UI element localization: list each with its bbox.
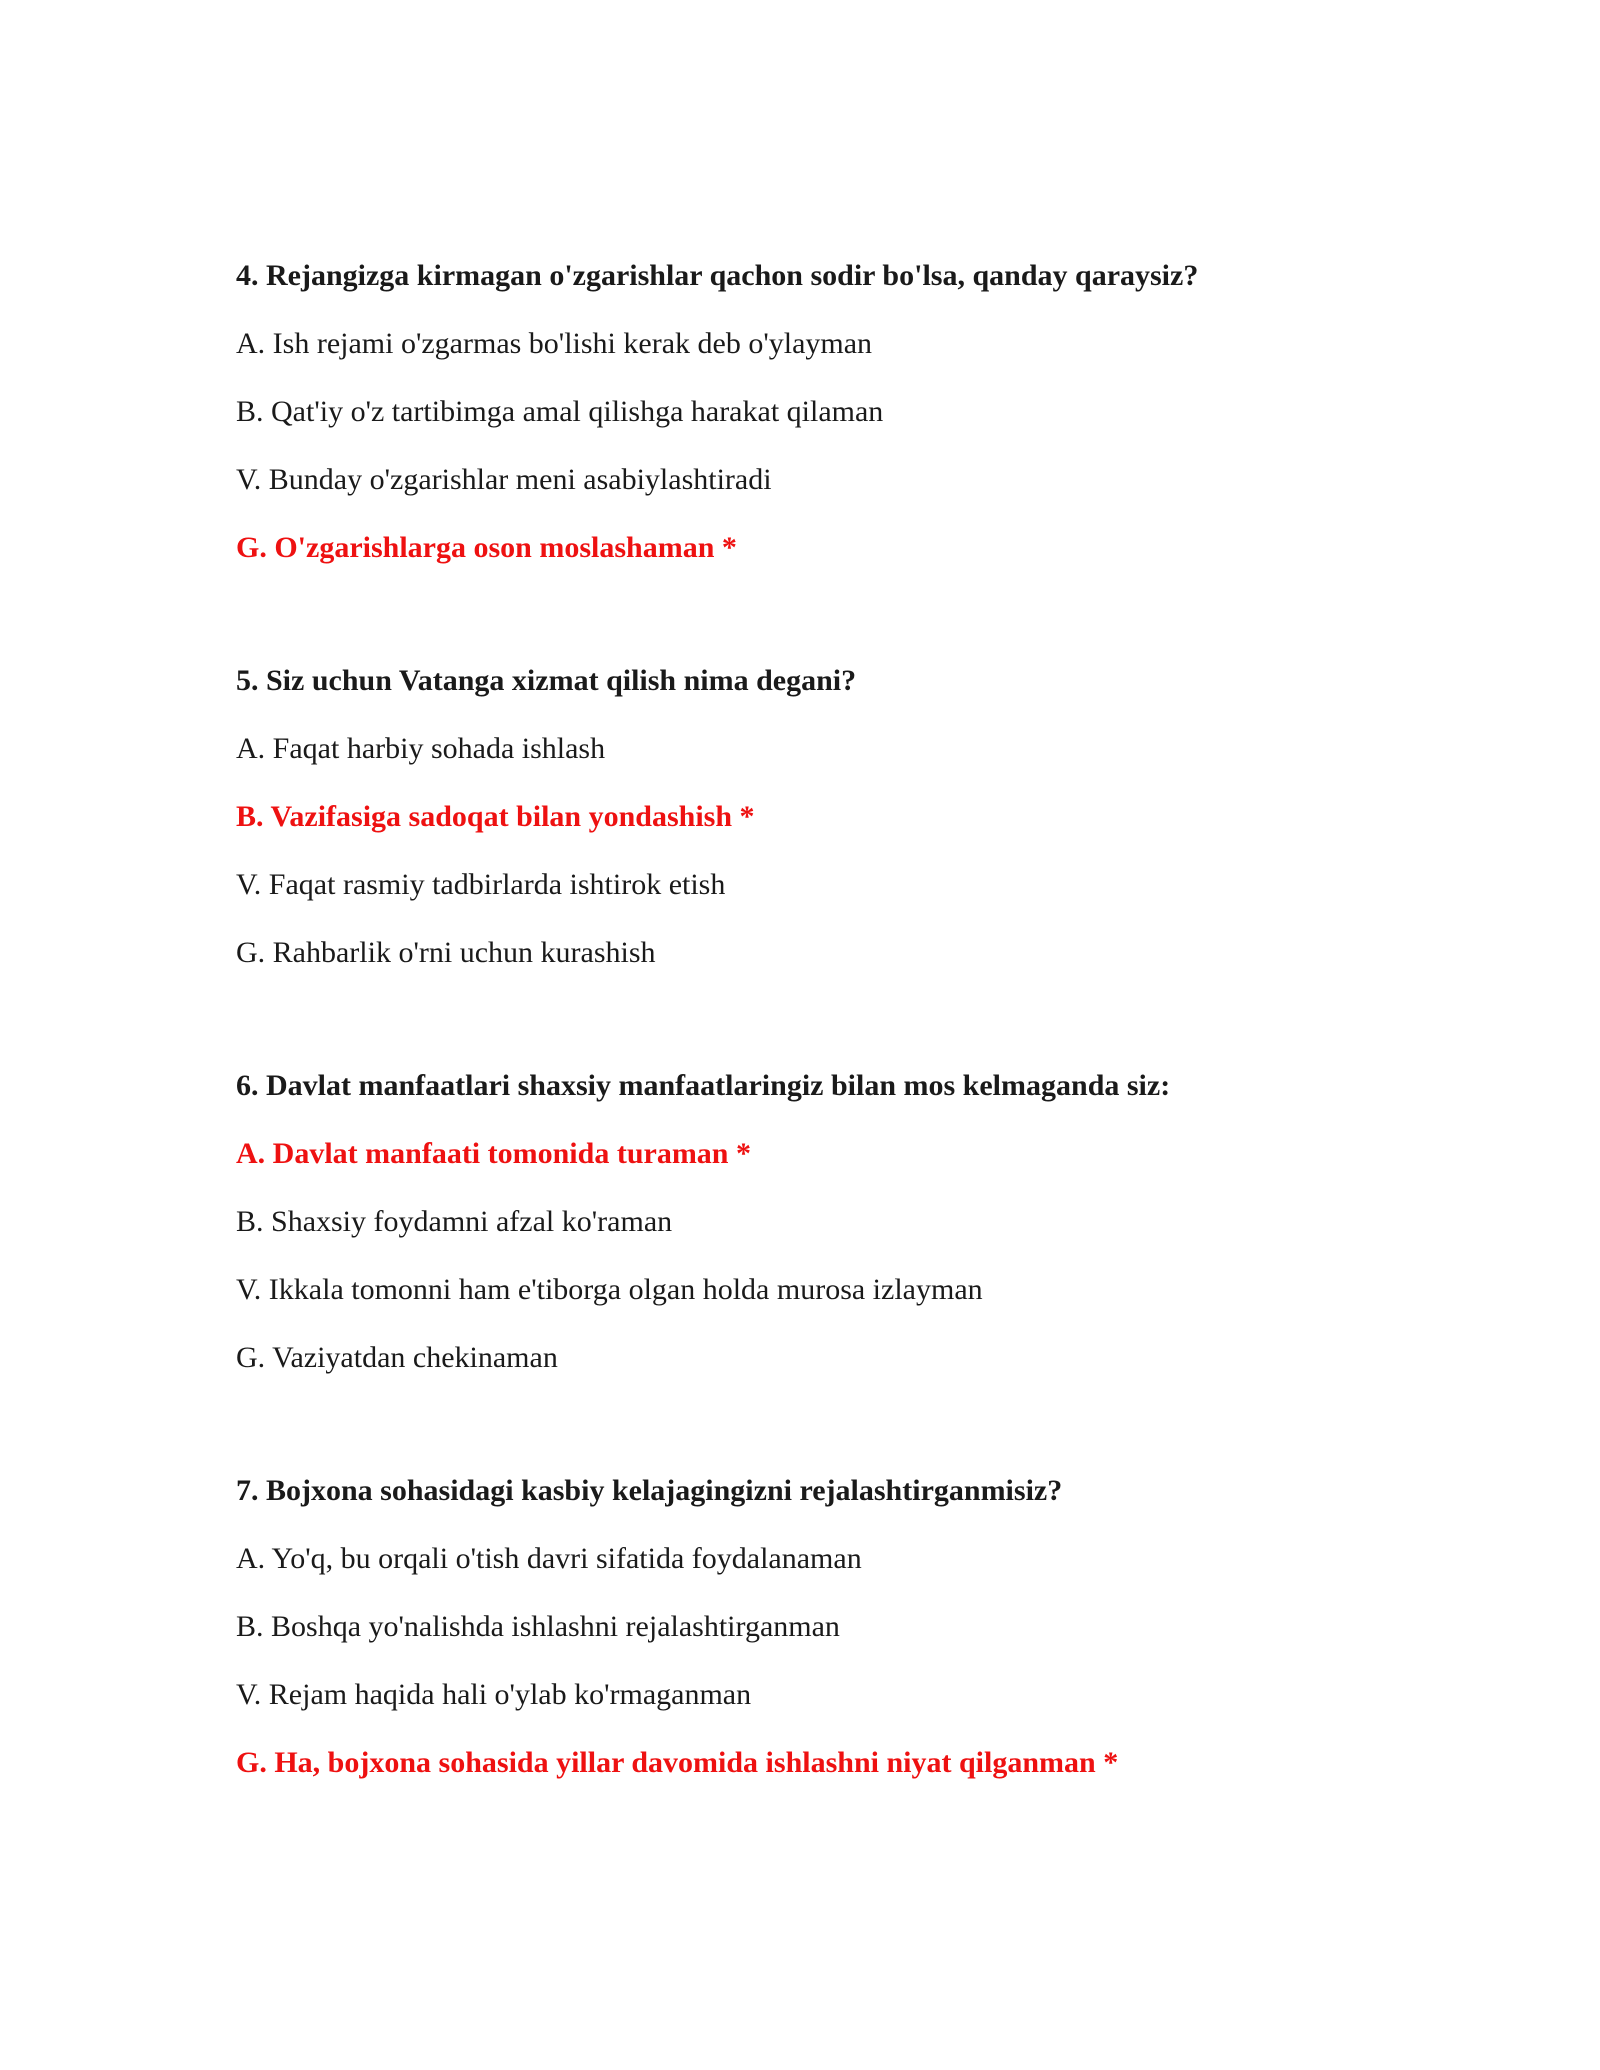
answer-option-a: A. Faqat harbiy sohada ishlash [236,732,606,765]
answer-option-g: G. Rahbarlik o'rni uchun kurashish [236,936,656,969]
question-4 [236,258,1486,566]
question-title: 5. Siz uchun Vatanga xizmat qilish nima degani? [236,664,857,697]
answer-option-g-correct: G. Ha, bojxona sohasida yillar davomida ishlashni niyat qilganman * [236,1746,1119,1779]
answer-option-a: A. Yo'q, bu orqali o'tish davri sifatida foydalanaman [236,1542,862,1575]
answer-option-g: G. Vaziyatdan chekinaman [236,1341,558,1374]
answer-option-a-correct: A. Davlat manfaati tomonida turaman * [236,1137,751,1170]
answer-option-v: V. Bunday o'zgarishlar meni asabiylashtiradi [236,463,772,496]
answer-option-b-correct: B. Vazifasiga sadoqat bilan yondashish * [236,800,755,833]
answer-option-a: A. Ish rejami o'zgarmas bo'lishi kerak deb o'ylayman [236,327,873,360]
question-6 [236,1068,1486,1376]
question-title: 7. Bojxona sohasidagi kasbiy kelajagingizni rejalashtirganmisiz? [236,1474,1063,1507]
question-title: 6. Davlat manfaatlari shaxsiy manfaatlaringiz bilan mos kelmaganda siz: [236,1069,1171,1102]
answer-option-v: V. Faqat rasmiy tadbirlarda ishtirok etish [236,868,726,901]
question-7 [236,1473,1486,1781]
answer-option-b: B. Boshqa yo'nalishda ishlashni rejalashtirganman [236,1610,840,1643]
answer-option-v: V. Rejam haqida hali o'ylab ko'rmaganman [236,1678,752,1711]
question-title: 4. Rejangizga kirmagan o'zgarishlar qachon sodir bo'lsa, qanday qaraysiz? [236,259,1199,292]
answer-option-v: V. Ikkala tomonni ham e'tiborga olgan holda murosa izlayman [236,1273,983,1306]
answer-option-b: B. Shaxsiy foydamni afzal ko'raman [236,1205,673,1238]
question-5 [236,663,1486,971]
answer-option-b: B. Qat'iy o'z tartibimga amal qilishga harakat qilaman [236,395,884,428]
answer-option-g-correct: G. O'zgarishlarga oson moslashaman * [236,531,737,564]
